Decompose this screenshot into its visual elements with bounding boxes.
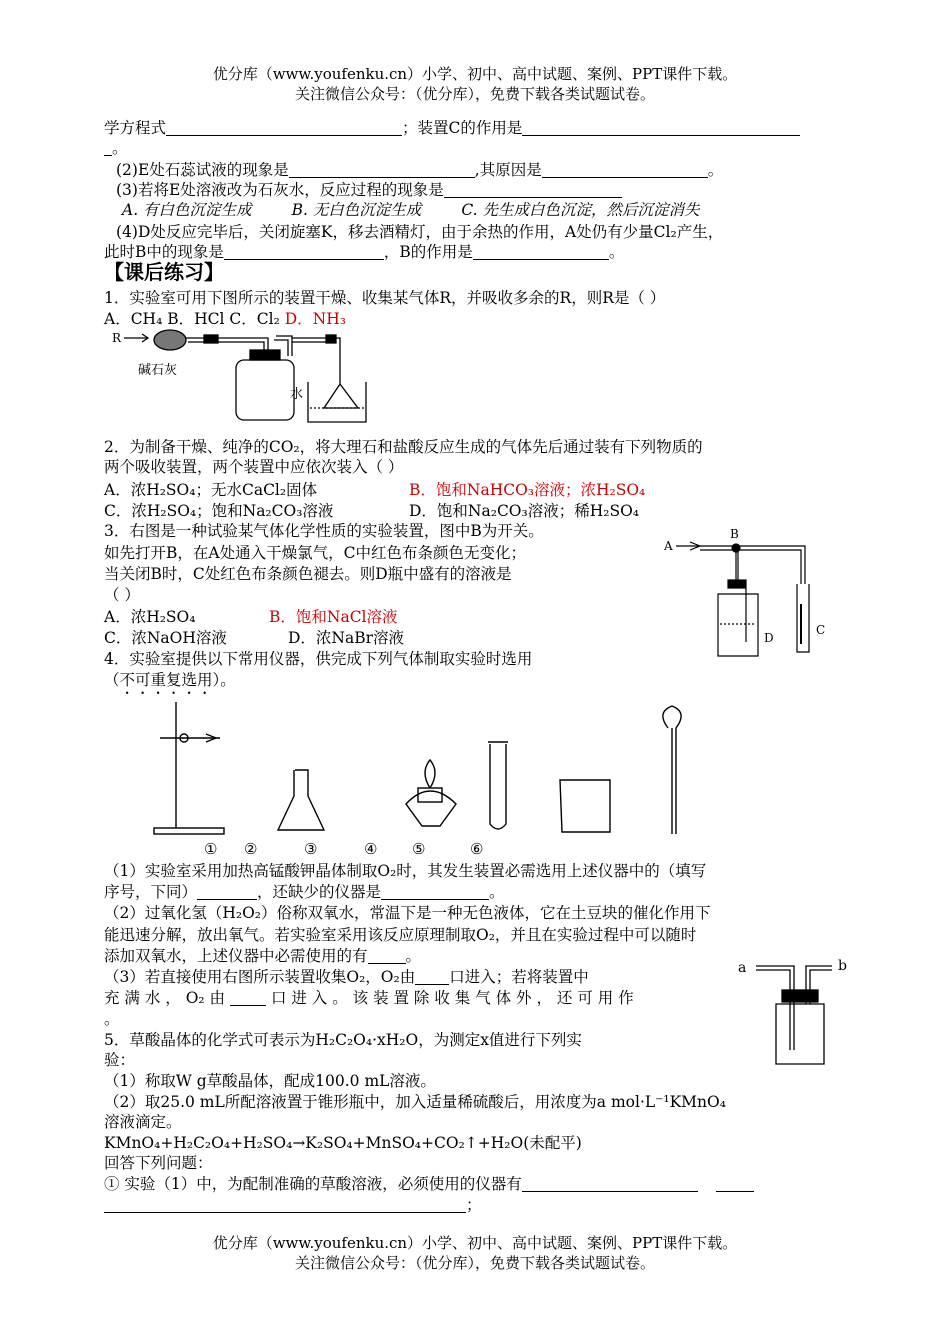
q3-line-3: 当关闭B时，C处红色布条颜色褪去。则D瓶中盛有的溶液是 <box>104 565 512 583</box>
q5-line-3: （1）称取W g草酸晶体，配成100.0 mL溶液。 <box>104 1072 436 1090</box>
q1-fig-lime: 碱石灰 <box>138 363 178 378</box>
q1-fig-water: 水 <box>290 387 304 402</box>
top-line-1: 学方程式 ；装置C的作用是 <box>104 118 800 138</box>
q4-s1-line-2: 序号，下同） ，还缺少的仪器是 。 <box>104 883 505 901</box>
section-title: 【课后练习】 <box>104 260 224 284</box>
q4-line-2: （不可重复选用）。 <box>104 671 236 689</box>
q3-options-ab: A．浓H₂SO₄ B．饱和NaCl溶液 <box>104 608 398 626</box>
q2-line-1: 2．为制备干燥、纯净的CO₂，将大理石和盐酸反应生成的气体先后通过装有下列物质的 <box>104 438 703 456</box>
q4-label-6: ⑥ <box>470 840 484 858</box>
q4-s2-line-3: 添加双氧水，上述仪器中必需使用的有 。 <box>104 947 422 965</box>
q4-label-1: ① <box>204 840 218 858</box>
footer-line-2: 关注微信公众号：（优分库），免费下载各类试题试卷。 <box>294 1254 655 1272</box>
q4-line-1: 4．实验室提供以下常用仪器，供完成下列气体制取实验时选用 <box>104 650 533 668</box>
q4-fig-a: a <box>738 960 747 976</box>
q4-gas-bottle-figure <box>736 954 852 1068</box>
q3-fig-a: A <box>664 539 673 553</box>
q5-line-7: 回答下列问题： <box>104 1154 213 1172</box>
q4-fig-b: b <box>838 958 847 974</box>
q4-label-2: ② <box>244 840 258 858</box>
top-line-3: (2)E处石蕊试液的现象是 ,其原因是 。 <box>116 161 724 179</box>
q3-fig-b: B <box>730 527 739 541</box>
q4-s2-line-1: （2）过氧化氢（H₂O₂）俗称双氧水，常温下是一种无色液体，它在土豆块的催化作用下 <box>104 904 711 922</box>
q4-s2-line-2: 能迅速分解，放出氧气。若实验室采用该反应原理制取O₂，并且在实验过程中可以随时 <box>104 926 697 944</box>
q5-equation: KMnO₄+H₂C₂O₄+H₂SO₄→K₂SO₄+MnSO₄+CO₂↑+H₂O(未配平) <box>104 1134 582 1152</box>
q2-options-cd: C．浓H₂SO₄；饱和Na₂CO₃溶液 D．饱和Na₂CO₃溶液；稀H₂SO₄ <box>104 502 639 520</box>
q3-line-1: 3．右图是一种试验某气体化学性质的实验装置，图中B为开关。 <box>104 522 544 540</box>
q3-fig-c: C <box>816 623 826 637</box>
top-line-7: 此时B中的现象是 ，B的作用是 。 <box>104 243 625 261</box>
header-line-1: 优分库（www.youfenku.cn）小学、初中、高中试题、案例、PPT课件下载。 <box>212 65 738 83</box>
q2-line-2: 两个吸收装置，两个装置中应依次装入（ ） <box>104 458 404 476</box>
q5-line-9: ； <box>104 1195 482 1215</box>
top-line-4: (3)若将E处溶液改为石灰水，反应过程的现象是 <box>116 180 622 200</box>
q3-line-2: 如先打开B，在A处通入干燥氯气，C中红色布条颜色无变化； <box>104 544 526 562</box>
q1-fig-r: R <box>112 331 122 345</box>
q3-apparatus-figure <box>660 524 840 664</box>
top-line-6: (4)D处反应完毕后，关闭旋塞K，移去酒精灯，由于余热的作用，A处仍有少量Cl₂产生， <box>116 223 724 241</box>
header-line-2: 关注微信公众号：（优分库），免费下载各类试题试卷。 <box>294 85 655 103</box>
q1-stem: 1．实验室可用下图所示的装置干燥、收集某气体R，并吸收多余的R，则R是（ ） <box>104 289 666 307</box>
q4-s3-line-3: 。 <box>104 1010 120 1028</box>
q3-options-cd: C．浓NaOH溶液 D．浓NaBr溶液 <box>104 629 405 647</box>
q5-line-1: 5．草酸晶体的化学式可表示为H₂C₂O₄·xH₂O，为测定x值进行下列实 <box>104 1031 582 1049</box>
q4-s3-line-1: （3）若直接使用右图所示装置收集O₂，O₂由 口进入；若将装置中 <box>104 968 589 986</box>
top-line-5: A. 有白色沉淀生成 B. 无白色沉淀生成 C. 先生成白色沉淀，然后沉淀消失 <box>122 201 700 219</box>
q5-line-2: 验： <box>104 1051 136 1069</box>
q1-options: A．CH₄ B．HCl C．Cl₂ D．NH₃ <box>104 310 346 328</box>
q5-line-8: ① 实验（1）中，为配制准确的草酸溶液，必须使用的仪器有 <box>104 1174 754 1194</box>
q4-s3-line-2: 充 满 水 ， O₂ 由 口 进 入 。 该 装 置 除 收 集 气 体 外 ， 还 可 用 作 <box>104 989 634 1007</box>
q3-fig-d: D <box>764 631 774 645</box>
q4-instrument-labels <box>204 840 483 858</box>
q4-label-4: ④ <box>364 840 378 858</box>
footer-line-1: 优分库（www.youfenku.cn）小学、初中、高中试题、案例、PPT课件下载。 <box>212 1234 738 1252</box>
q1-apparatus-figure <box>108 326 368 430</box>
q4-label-5: ⑤ <box>412 840 426 858</box>
q4-instruments-figure <box>140 698 720 860</box>
q3-line-4: （ ） <box>104 586 140 604</box>
q4-s1-line-1: （1）实验室采用加热高锰酸钾晶体制取O₂时，其发生装置必需选用上述仪器中的（填写 <box>104 862 707 880</box>
q2-options-ab: A．浓H₂SO₄；无水CaCl₂固体 B．饱和NaHCO₃溶液；浓H₂SO₄ <box>104 481 646 499</box>
q5-line-4: （2）取25.0 mL所配溶液置于锥形瓶中，加入适量稀硫酸后，用浓度为a mol·L⁻¹KMnO₄ <box>104 1093 726 1111</box>
q4-label-3: ③ <box>304 840 318 858</box>
top-line-2: 。 <box>104 138 128 158</box>
q5-line-5: 溶液滴定。 <box>104 1113 182 1131</box>
